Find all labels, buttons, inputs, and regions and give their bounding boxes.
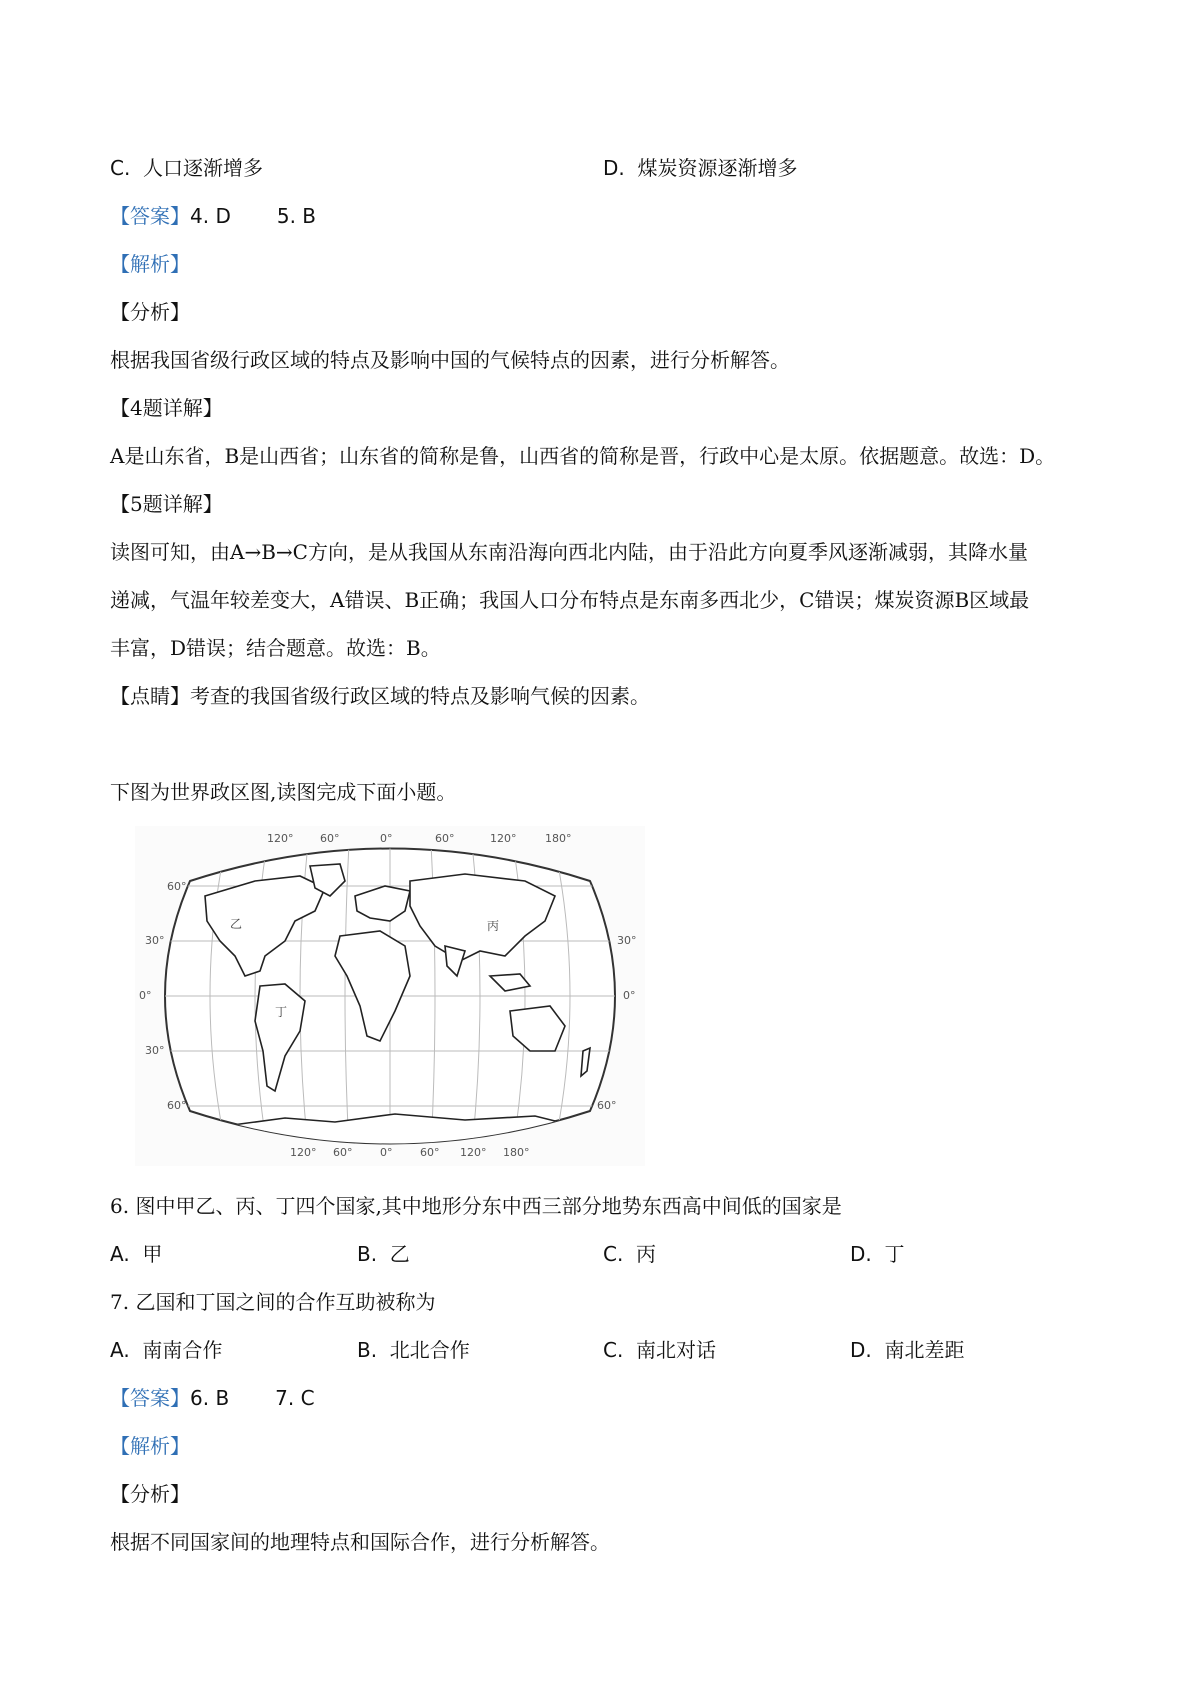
q7-option-c: [603, 1337, 716, 1363]
answer-tag: 【答案】: [110, 204, 190, 228]
lon-label: 60°: [333, 1146, 353, 1159]
map-intro: 下图为世界政区图,读图完成下面小题。: [110, 780, 457, 804]
q6-option-a: [110, 1241, 162, 1267]
answer-value: 4. D: [190, 204, 231, 228]
answer-value: 7. C: [275, 1386, 315, 1410]
option-text: 北北合作: [389, 1338, 470, 1362]
fenxi-text: 根据我国省级行政区域的特点及影响中国的气候特点的因素，进行分析解答。: [110, 348, 790, 372]
world-map: [135, 826, 645, 1166]
q5-option-d: [603, 155, 797, 181]
lat-label: 60°: [167, 880, 187, 893]
country-mark-ding: 丁: [275, 1005, 288, 1019]
option-letter: A.: [110, 1338, 130, 1362]
option-letter: B.: [357, 1338, 378, 1362]
answer-value: 6. B: [190, 1386, 230, 1410]
q5-option-d-text: 煤炭资源逐渐增多: [637, 156, 798, 180]
q7-option-d: [850, 1337, 964, 1363]
lat-label: 30°: [145, 1044, 165, 1057]
lon-label: 60°: [320, 832, 340, 845]
option-text: 丁: [884, 1242, 905, 1266]
option-letter: B.: [357, 1242, 378, 1266]
option-text: 乙: [389, 1242, 410, 1266]
q7-option-b: [357, 1337, 470, 1363]
q4-detail-tag: 【4题详解】: [110, 396, 223, 420]
lat-label: 60°: [167, 1099, 187, 1112]
q6-option-b: [357, 1241, 410, 1267]
dianjing-line: [110, 683, 650, 709]
dianjing-text: 考查的我国省级行政区域的特点及影响气候的因素。: [190, 684, 650, 708]
option-letter: C.: [603, 1338, 624, 1362]
lon-label: 120°: [267, 832, 294, 845]
answer-line-1: [110, 203, 316, 229]
lat-label: 0°: [623, 989, 636, 1002]
answer-line-2: [110, 1385, 315, 1411]
option-text: 甲: [142, 1242, 163, 1266]
option-letter: A.: [110, 1242, 130, 1266]
lon-label: 0°: [380, 832, 393, 845]
answer-tag: 【答案】: [110, 1386, 190, 1410]
dianjing-tag: 【点睛】: [110, 684, 190, 708]
option-text: 南北差距: [884, 1338, 965, 1362]
lon-label: 180°: [503, 1146, 530, 1159]
option-text: 南北对话: [636, 1338, 717, 1362]
lon-label: 180°: [545, 832, 572, 845]
lat-label: 60°: [597, 1099, 617, 1112]
country-mark-yi: 乙: [230, 917, 243, 931]
q5-detail-tag: 【5题详解】: [110, 492, 223, 516]
q6-option-d: [850, 1241, 904, 1267]
jiexi-tag: 【解析】: [110, 252, 190, 276]
q7-option-a: [110, 1337, 222, 1363]
option-letter: C.: [603, 1242, 624, 1266]
q6-option-c: [603, 1241, 656, 1267]
option-text: 南南合作: [142, 1338, 223, 1362]
lon-label: 0°: [380, 1146, 393, 1159]
lon-label: 120°: [490, 832, 517, 845]
lon-label: 120°: [290, 1146, 317, 1159]
lon-label: 120°: [460, 1146, 487, 1159]
option-letter: D.: [850, 1242, 872, 1266]
q5-option-c-letter: C.: [110, 156, 131, 180]
fenxi-tag: 【分析】: [110, 1482, 190, 1506]
q5-detail-line: 丰富，D错误；结合题意。故选：B。: [110, 636, 441, 660]
lat-label: 30°: [145, 934, 165, 947]
q5-option-c: [110, 155, 263, 181]
q5-detail-line: 递减，气温年较差变大，A错误、B正确；我国人口分布特点是东南多西北少，C错误；煤炭资源B区域最: [110, 588, 1030, 612]
lon-label: 60°: [435, 832, 455, 845]
q6-stem: 6. 图中甲乙、丙、丁四个国家,其中地形分东中西三部分地势东西高中间低的国家是: [110, 1194, 842, 1218]
option-text: 丙: [636, 1242, 657, 1266]
q5-option-d-letter: D.: [603, 156, 625, 180]
q4-detail-text: A是山东省，B是山西省；山东省的简称是鲁，山西省的简称是晋，行政中心是太原。依据题意。故选：D。: [110, 444, 1056, 468]
jiexi-tag: 【解析】: [110, 1434, 190, 1458]
country-mark-bing: 丙: [487, 919, 500, 933]
fenxi-tag: 【分析】: [110, 300, 190, 324]
lon-label: 60°: [420, 1146, 440, 1159]
fenxi-text: 根据不同国家间的地理特点和国际合作，进行分析解答。: [110, 1530, 610, 1554]
answer-value: 5. B: [276, 204, 317, 228]
q7-stem: 7. 乙国和丁国之间的合作互助被称为: [110, 1290, 436, 1314]
world-map-figure: [135, 826, 645, 1166]
q5-option-c-text: 人口逐渐增多: [143, 156, 264, 180]
q5-detail-line: 读图可知，由A→B→C方向，是从我国从东南沿海向西北内陆，由于沿此方向夏季风逐渐减弱，其降水量: [110, 540, 1028, 564]
lat-label: 0°: [139, 989, 152, 1002]
option-letter: D.: [850, 1338, 872, 1362]
lat-label: 30°: [617, 934, 637, 947]
